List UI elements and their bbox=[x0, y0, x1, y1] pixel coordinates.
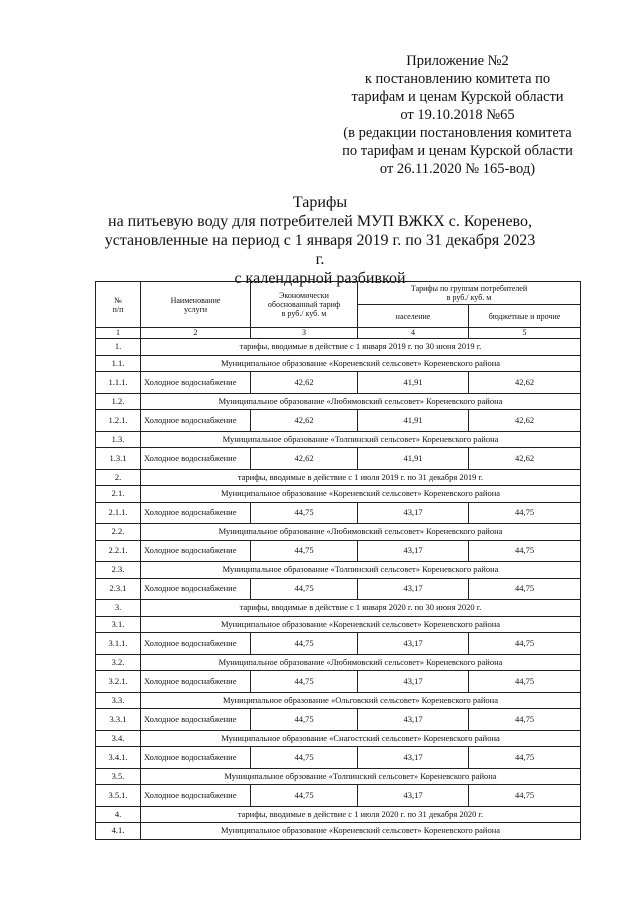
budget-tariff-value: 44,75 bbox=[469, 671, 581, 693]
econ-tariff-value: 44,75 bbox=[251, 540, 358, 562]
row-number: 2.1. bbox=[96, 486, 141, 503]
row-number: 1.2.1. bbox=[96, 410, 141, 432]
period-text: тарифы, вводимые в действие с 1 июля 2020 г. по 31 декабря 2020 г. bbox=[141, 806, 581, 823]
row-number: 2. bbox=[96, 469, 141, 486]
col-econ-tariff-header: Экономически обоснованный тариф в руб./ куб. м bbox=[251, 282, 358, 328]
service-name: Холодное водоснабжение bbox=[141, 502, 251, 524]
budget-tariff-value: 42,62 bbox=[469, 410, 581, 432]
tariff-row bbox=[96, 448, 581, 470]
population-tariff-value: 43,17 bbox=[358, 633, 469, 655]
title-line: установленные на период с 1 января 2019 г. по 31 декабря 2023 г. bbox=[104, 232, 536, 268]
econ-tariff-value: 42,62 bbox=[251, 372, 358, 394]
econ-tariff-value: 44,75 bbox=[251, 633, 358, 655]
econ-tariff-value: 44,75 bbox=[251, 578, 358, 600]
municipality-row bbox=[96, 768, 581, 785]
service-name: Холодное водоснабжение bbox=[141, 747, 251, 769]
col-groups-header: Тарифы по группам потребителей в руб./ куб. м bbox=[358, 282, 581, 305]
row-number: 3.4.1. bbox=[96, 747, 141, 769]
econ-tariff-value: 44,75 bbox=[251, 709, 358, 731]
budget-tariff-value: 44,75 bbox=[469, 747, 581, 769]
service-name: Холодное водоснабжение bbox=[141, 709, 251, 731]
row-number: 1.2. bbox=[96, 393, 141, 410]
tariff-row bbox=[96, 785, 581, 807]
header-line: Приложение №2 bbox=[406, 53, 509, 69]
row-number: 1. bbox=[96, 339, 141, 356]
econ-tariff-value: 42,62 bbox=[251, 410, 358, 432]
row-number: 1.3.1 bbox=[96, 448, 141, 470]
row-number: 2.1.1. bbox=[96, 502, 141, 524]
row-number: 2.2.1. bbox=[96, 540, 141, 562]
period-text: тарифы, вводимые в действие с 1 января 2020 г. по 30 июня 2020 г. bbox=[141, 600, 581, 617]
service-name: Холодное водоснабжение bbox=[141, 671, 251, 693]
col-service-header: Наименование услуги bbox=[141, 282, 251, 328]
municipality-name: Муниципальное образование «Кореневский сельсовет» Кореневского района bbox=[141, 823, 581, 840]
header-line: к постановлению комитета по bbox=[364, 71, 551, 87]
tariff-row bbox=[96, 502, 581, 524]
municipality-name: Муниципальное образование «Ольговский сельсовет» Кореневского района bbox=[141, 692, 581, 709]
econ-tariff-value: 44,75 bbox=[251, 747, 358, 769]
tariff-table-body bbox=[96, 339, 581, 840]
municipality-row bbox=[96, 562, 581, 579]
municipality-row bbox=[96, 393, 581, 410]
col-population-header: население bbox=[358, 305, 469, 328]
population-tariff-value: 43,17 bbox=[358, 709, 469, 731]
row-number: 2.2. bbox=[96, 524, 141, 541]
municipality-row bbox=[96, 823, 581, 840]
row-number: 2.3. bbox=[96, 562, 141, 579]
service-name: Холодное водоснабжение bbox=[141, 448, 251, 470]
municipality-name: Муниципальное образование «Толпинский сельсовет» Кореневского района bbox=[141, 562, 581, 579]
municipality-name: Муниципальное образование «Снагостский сельсовет» Кореневского района bbox=[141, 730, 581, 747]
row-number: 1.1.1. bbox=[96, 372, 141, 394]
row-number: 3. bbox=[96, 600, 141, 617]
budget-tariff-value: 44,75 bbox=[469, 633, 581, 655]
budget-tariff-value: 44,75 bbox=[469, 578, 581, 600]
period-row bbox=[96, 806, 581, 823]
row-number: 3.5. bbox=[96, 768, 141, 785]
column-number: 3 bbox=[251, 328, 358, 339]
population-tariff-value: 43,17 bbox=[358, 671, 469, 693]
row-number: 3.3. bbox=[96, 692, 141, 709]
column-number: 5 bbox=[469, 328, 581, 339]
title-line: Тарифы bbox=[292, 194, 348, 211]
econ-tariff-value: 44,75 bbox=[251, 785, 358, 807]
tariff-row bbox=[96, 633, 581, 655]
population-tariff-value: 43,17 bbox=[358, 747, 469, 769]
tariff-row bbox=[96, 372, 581, 394]
municipality-name: Муниципальное образование «Кореневский сельсовет» Кореневского района bbox=[141, 616, 581, 633]
econ-tariff-value: 44,75 bbox=[251, 671, 358, 693]
period-text: тарифы, вводимые в действие с 1 июля 2019 г. по 31 декабря 2019 г. bbox=[141, 469, 581, 486]
municipality-row bbox=[96, 524, 581, 541]
population-tariff-value: 43,17 bbox=[358, 540, 469, 562]
budget-tariff-value: 44,75 bbox=[469, 785, 581, 807]
population-tariff-value: 41,91 bbox=[358, 448, 469, 470]
population-tariff-value: 41,91 bbox=[358, 410, 469, 432]
municipality-row bbox=[96, 431, 581, 448]
econ-tariff-value: 44,75 bbox=[251, 502, 358, 524]
service-name: Холодное водоснабжение bbox=[141, 540, 251, 562]
row-number: 4.1. bbox=[96, 823, 141, 840]
period-text: тарифы, вводимые в действие с 1 января 2019 г. по 30 июня 2019 г. bbox=[141, 339, 581, 356]
municipality-name: Муниципальное образование «Любимовский сельсовет» Кореневского района bbox=[141, 393, 581, 410]
econ-tariff-value: 42,62 bbox=[251, 448, 358, 470]
row-number: 2.3.1 bbox=[96, 578, 141, 600]
row-number: 3.5.1. bbox=[96, 785, 141, 807]
municipality-name: Муниципальное образование «Кореневский сельсовет» Кореневского района bbox=[141, 355, 581, 372]
municipality-name: Муниципальное образование «Любимовский сельсовет» Кореневского района bbox=[141, 654, 581, 671]
municipality-row bbox=[96, 654, 581, 671]
row-number: 3.1.1. bbox=[96, 633, 141, 655]
col-budget-header: бюджетные и прочие bbox=[469, 305, 581, 328]
municipality-row bbox=[96, 355, 581, 372]
appendix-header bbox=[330, 52, 585, 178]
row-number: 1.3. bbox=[96, 431, 141, 448]
tariff-row bbox=[96, 410, 581, 432]
population-tariff-value: 43,17 bbox=[358, 502, 469, 524]
column-number: 1 bbox=[96, 328, 141, 339]
budget-tariff-value: 42,62 bbox=[469, 372, 581, 394]
header-line: по тарифам и ценам Курской области bbox=[342, 143, 573, 159]
municipality-name: Муниципальное образование «Любимовский сельсовет» Кореневского района bbox=[141, 524, 581, 541]
tariff-row bbox=[96, 540, 581, 562]
row-number: 3.2. bbox=[96, 654, 141, 671]
tariff-row bbox=[96, 671, 581, 693]
municipality-row bbox=[96, 616, 581, 633]
period-row bbox=[96, 600, 581, 617]
header-line: от 19.10.2018 №65 bbox=[400, 107, 515, 123]
row-number: 4. bbox=[96, 806, 141, 823]
budget-tariff-value: 42,62 bbox=[469, 448, 581, 470]
municipality-row bbox=[96, 692, 581, 709]
budget-tariff-value: 44,75 bbox=[469, 709, 581, 731]
population-tariff-value: 43,17 bbox=[358, 578, 469, 600]
column-number: 4 bbox=[358, 328, 469, 339]
title-line: на питьевую воду для потребителей МУП ВЖКХ с. Коренево, bbox=[108, 213, 532, 230]
tariff-row bbox=[96, 578, 581, 600]
tariff-table bbox=[95, 281, 581, 840]
population-tariff-value: 41,91 bbox=[358, 372, 469, 394]
tariff-row bbox=[96, 747, 581, 769]
service-name: Холодное водоснабжение bbox=[141, 633, 251, 655]
period-row bbox=[96, 339, 581, 356]
municipality-name: Муниципальное образование «Кореневский сельсовет» Кореневского района bbox=[141, 486, 581, 503]
col-number-header: № п/п bbox=[96, 282, 141, 328]
population-tariff-value: 43,17 bbox=[358, 785, 469, 807]
budget-tariff-value: 44,75 bbox=[469, 502, 581, 524]
municipality-name: Муниципальное образование «Толпинский сельсовет» Кореневского района bbox=[141, 431, 581, 448]
service-name: Холодное водоснабжение bbox=[141, 410, 251, 432]
column-number: 2 bbox=[141, 328, 251, 339]
header-line: от 26.11.2020 № 165-вод) bbox=[379, 161, 536, 177]
service-name: Холодное водоснабжение bbox=[141, 785, 251, 807]
service-name: Холодное водоснабжение bbox=[141, 578, 251, 600]
service-name: Холодное водоснабжение bbox=[141, 372, 251, 394]
row-number: 3.4. bbox=[96, 730, 141, 747]
tariff-row bbox=[96, 709, 581, 731]
header-line: тарифам и ценам Курской области bbox=[351, 89, 564, 105]
header-line: (в редакции постановления комитета bbox=[343, 125, 572, 141]
document-title bbox=[100, 193, 540, 288]
budget-tariff-value: 44,75 bbox=[469, 540, 581, 562]
municipality-row bbox=[96, 730, 581, 747]
title-line: с календарной разбивкой bbox=[234, 270, 406, 287]
row-number: 3.2.1. bbox=[96, 671, 141, 693]
row-number: 1.1. bbox=[96, 355, 141, 372]
period-row bbox=[96, 469, 581, 486]
row-number: 3.1. bbox=[96, 616, 141, 633]
municipality-name: Муниципальное обрзование «Толпинский сельсовет» Кореневского района bbox=[141, 768, 581, 785]
row-number: 3.3.1 bbox=[96, 709, 141, 731]
municipality-row bbox=[96, 486, 581, 503]
